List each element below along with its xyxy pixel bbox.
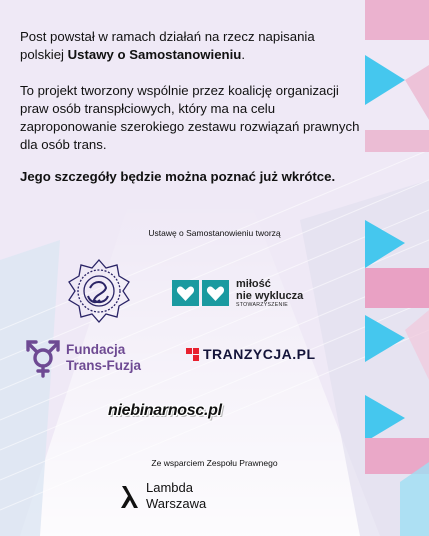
intro-paragraph-1: Post powstał w ramach działań na rzecz napisania polskiej Ustawy o Samostanowieniu. xyxy=(20,29,315,62)
lambda-warszawa-logo: Lambda Warszawa xyxy=(120,480,250,514)
emblem-logo xyxy=(66,258,132,324)
intro-paragraph-2: To projekt tworzony wspólnie przez koalicję organizacji praw osób transpłciowych, który ma na celu zaproponowanie szerokiego zestawu rozwiązań prawnych dla osób trans. xyxy=(20,83,360,152)
niebinarnosc-logo: niebinarnosc.pl xyxy=(108,402,222,419)
trans-symbol-icon xyxy=(24,338,62,378)
creators-heading: Ustawę o Samostanowieniu tworzą xyxy=(148,228,281,238)
support-heading: Ze wsparciem Zespołu Prawnego xyxy=(151,458,278,468)
pixel-icon xyxy=(186,348,200,362)
intro-paragraph-3: Jego szczegóły będzie można poznać już wkrótce. xyxy=(20,169,336,184)
milosc-nie-wyklucza-logo: miłość nie wyklucza STOWARZYSZENIE xyxy=(172,278,322,314)
intro-bold-title: Ustawy o Samostanowieniu xyxy=(67,47,242,62)
fundacja-trans-fuzja-logo: Fundacja Trans-Fuzja xyxy=(24,338,174,380)
hearts-icon xyxy=(172,280,230,308)
tranzycja-logo: TRANZYCJA.PL xyxy=(186,346,346,364)
lambda-icon xyxy=(120,484,140,510)
